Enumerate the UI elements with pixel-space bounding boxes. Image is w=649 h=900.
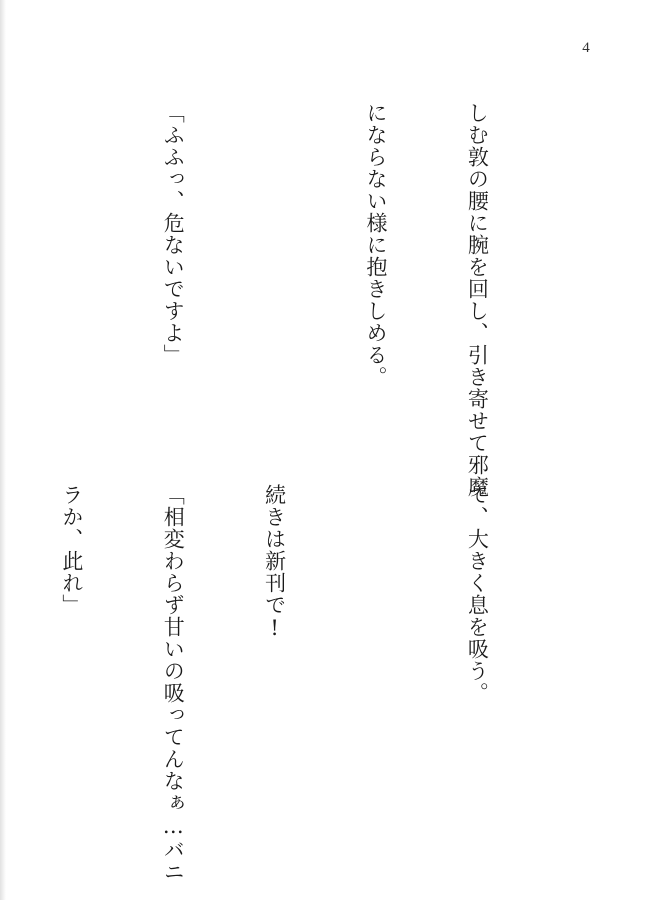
blank-line <box>54 102 88 432</box>
text-line: にならない様に抱きしめる。 <box>364 102 389 388</box>
blank-line <box>358 484 392 844</box>
text-line: しむ敦の腰に腕を回し、引き寄せて邪魔 <box>465 102 490 498</box>
blank-line <box>257 102 291 432</box>
lower-text-block <box>59 484 561 883</box>
page-number: 4 <box>582 40 590 56</box>
upper-text-block <box>121 102 561 498</box>
dialogue-line: 「ふふっ、危ないですよ」 <box>161 102 186 366</box>
continuation-note: 続きは新刊で! <box>262 484 287 641</box>
text-line: て、大きく息を吸う。 <box>465 484 490 704</box>
dialogue-line: ラか、此れ」 <box>59 484 84 616</box>
dialogue-line: 「相変わらず甘いの吸ってんなぁ…バニ <box>161 484 186 883</box>
